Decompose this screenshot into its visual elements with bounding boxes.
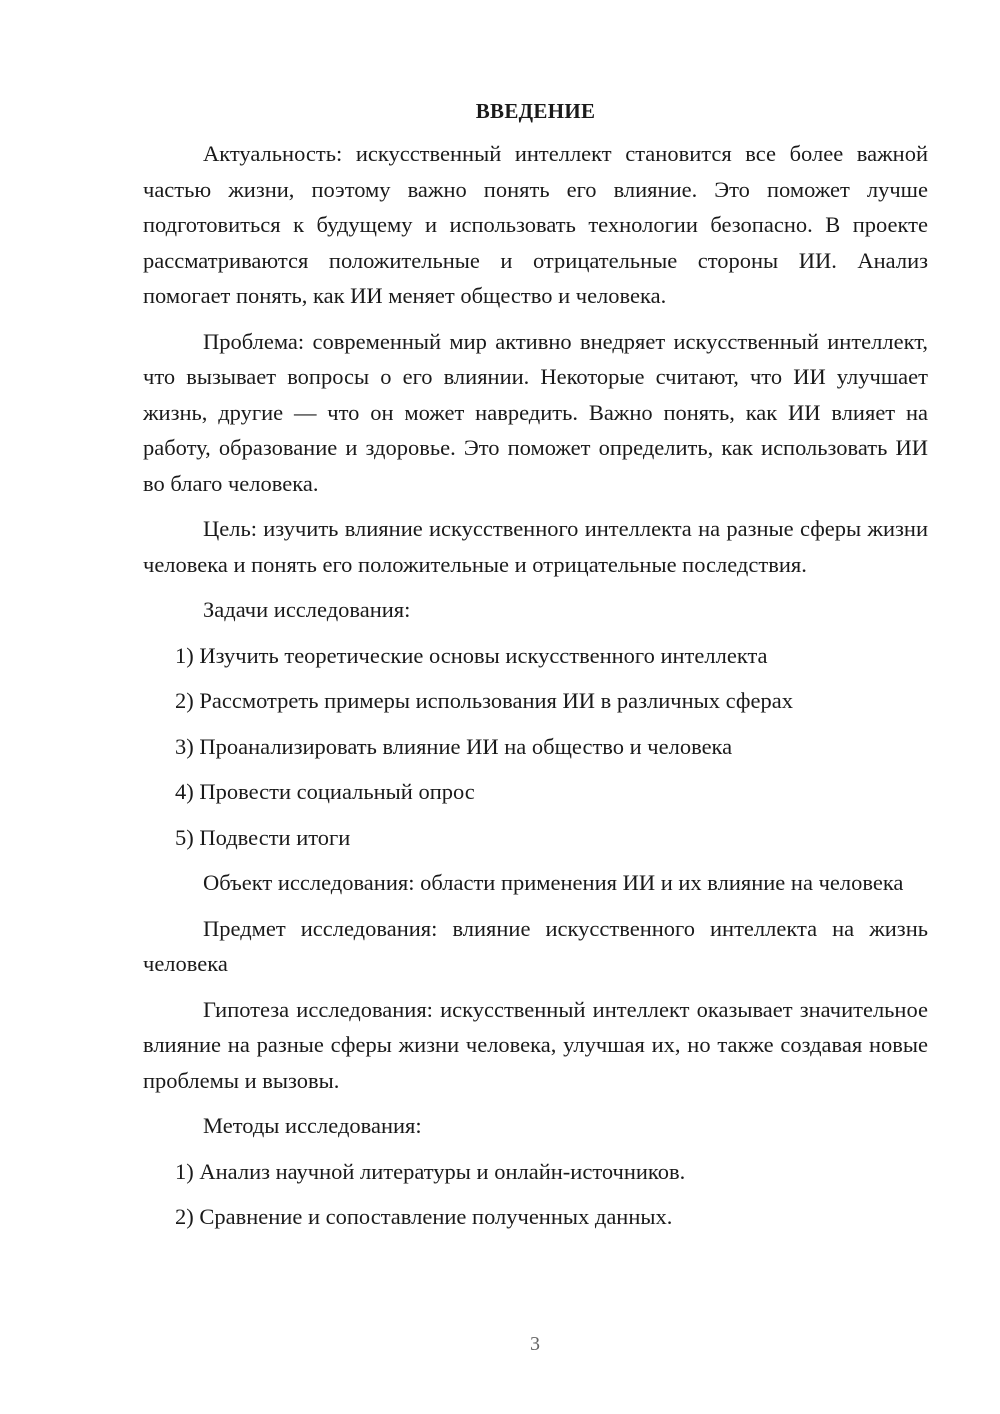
list-item: 5) Подвести итоги <box>175 824 351 850</box>
list-item: 1) Изучить теоретические основы искусственного интеллекта <box>175 642 768 668</box>
list-item: 3) Проанализировать влияние ИИ на общество и человека <box>175 733 733 759</box>
methods-heading: Методы исследования: <box>203 1113 422 1138</box>
methods-list <box>143 1154 928 1235</box>
tasks-list <box>143 638 928 856</box>
subject-paragraph: Предмет исследования: влияние искусственного интеллекта на жизнь человека <box>143 915 928 976</box>
list-item: 4) Провести социальный опрос <box>175 779 475 804</box>
list-item: 1) Анализ научной литературы и онлайн-источников. <box>175 1158 686 1184</box>
goal-paragraph: Цель: изучить влияние искусственного интеллекта на разные сферы жизни человека и понять его положительные и отрицательные последствия. <box>143 516 928 577</box>
page-title: ВВЕДЕНИЕ <box>475 99 596 123</box>
list-item: 2) Рассмотреть примеры использования ИИ в различных сферах <box>175 688 793 713</box>
document-body <box>143 96 928 1245</box>
relevance-paragraph: Актуальность: искусственный интеллект становится все более важной частью жизни, поэтому важно понять его влияние. Это поможет лучше подготовиться к будущему и использовать технологии безопасно. В проекте рассматриваются положительные и отрицательные стороны ИИ. Анализ помогает понять, как ИИ меняет общество и человека. <box>143 141 928 308</box>
page-number: 3 <box>530 1333 540 1355</box>
hypothesis-paragraph: Гипотеза исследования: искусственный интеллект оказывает значительное влияние на разные сферы жизни человека, улучшая их, но также создавая новые проблемы и вызовы. <box>143 996 928 1093</box>
tasks-heading: Задачи исследования: <box>203 597 411 622</box>
object-paragraph: Объект исследования: области применения ИИ и их влияние на человека <box>203 870 904 895</box>
list-item: 2) Сравнение и сопоставление полученных данных. <box>175 1204 673 1229</box>
problem-paragraph: Проблема: современный мир активно внедряет искусственный интеллект, что вызывает вопросы о его влиянии. Некоторые считают, что ИИ улучшает жизнь, другие — что он может навредить. Важно понять, как ИИ влияет на работу, образование и здоровье. Это поможет определить, как использовать ИИ во благо человека. <box>143 328 928 496</box>
